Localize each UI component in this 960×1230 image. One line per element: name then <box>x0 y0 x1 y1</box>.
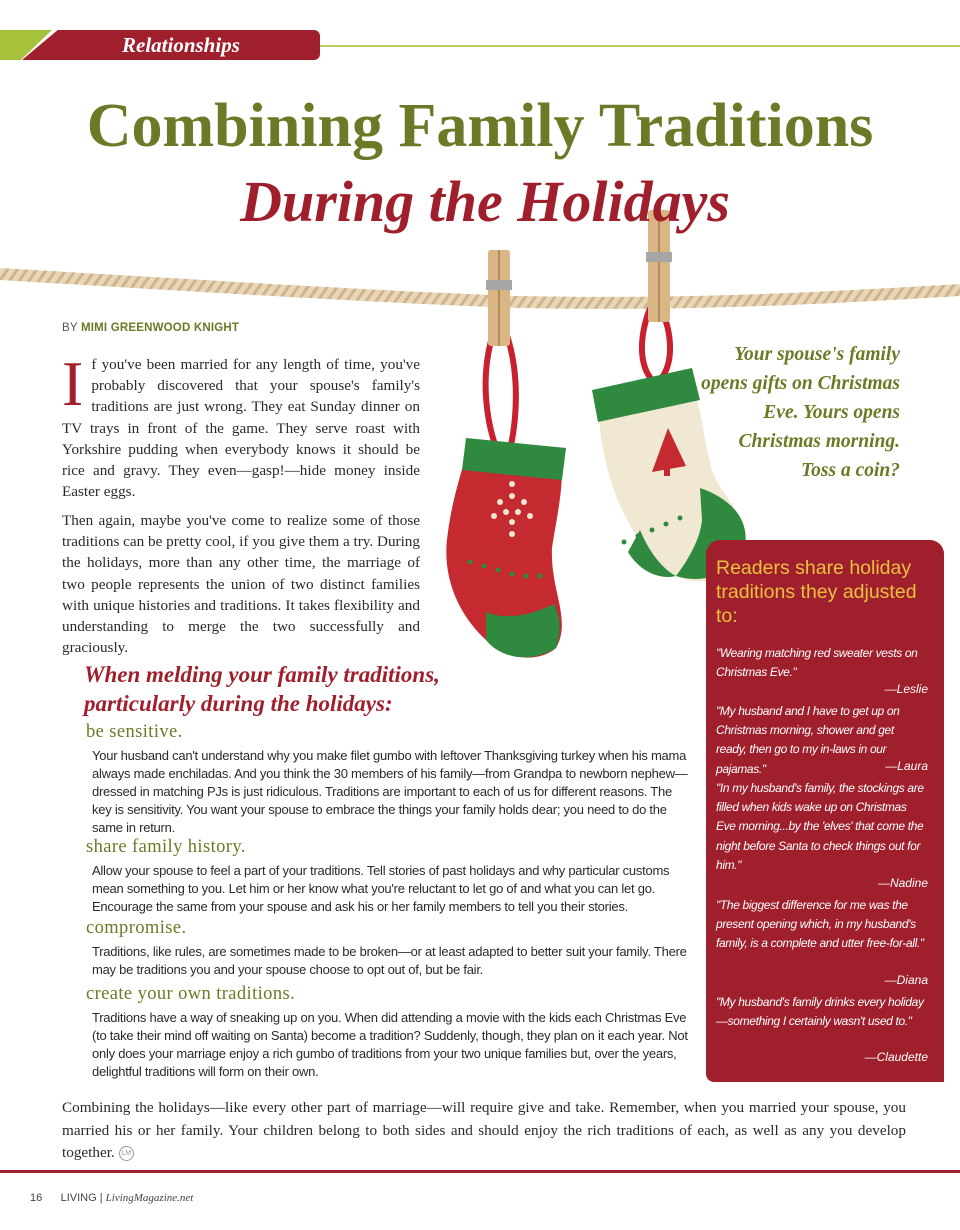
tip-body: Allow your spouse to feel a part of your traditions. Tell stories of past holidays and why particular customs mean something to you. Let him or her know what you're reluctant to let go of and what you can let go. Encourage the same from your spouse and ask his or her family members to tell you their stories. <box>92 863 670 915</box>
red-stocking <box>446 438 566 658</box>
tip-heading: share family history. <box>86 837 246 857</box>
section-rule <box>320 45 960 47</box>
page-footer <box>30 1192 193 1204</box>
article-title: Combining Family Traditions <box>86 92 874 160</box>
tip-body: Your husband can't understand why you make filet gumbo with leftover Thanksgiving turkey when his mama always made enchiladas. And you think the 30 members of his family—from Grandpa to newborn nephew—dressed in matching PJs is just ridiculous. Traditions are important to each of us for different reasons. The key is sensitivity. You want your spouse to embrace the things your family holds dear; you need to do the same in return. <box>92 748 688 836</box>
footer-rule <box>0 1170 960 1173</box>
tip-heading: compromise. <box>86 918 187 938</box>
byline-prefix: BY <box>62 322 78 334</box>
clothespin-left <box>486 250 512 346</box>
intro-paragraph-1 <box>62 348 420 502</box>
intro-text-1: f you've been married for any length of time, you've probably discovered that your spouse's family's traditions are just wrong. They eat Sunday dinner on TV trays in front of the game. They serve roast with Yorkshire pudding when everybody knows it should be rice and gravy. They even—gasp!—hide money inside Easter eggs. <box>62 356 420 501</box>
tip-body: Traditions have a way of sneaking up on you. When did attending a movie with the kids each Christmas Eve (to take their mind off waiting on Santa) become a tradition? Suddenly, though, they plan on it each year. Not only does your marriage enjoy a rich gumbo of traditions from your two unique families but, over the years, delightful traditions will form on their own. <box>92 1010 688 1080</box>
article-subtitle: During the Holidays <box>240 169 730 234</box>
footer-separator: | <box>99 1192 103 1204</box>
pull-quote: Your spouse's family opens gifts on Christmas Eve. Yours opens Christmas morning. Toss a coin? <box>701 344 900 481</box>
reader-quote: "In my husband's family, the stockings are filled when kids wake up on Christmas Eve morning...by the 'elves' that come the night before Santa to check things out for him." <box>716 781 924 872</box>
reader-quote: "The biggest difference for me was the present opening which, in my husband's family, is a complete and utter free-for-all." <box>716 898 924 951</box>
reader-quote: "Wearing matching red sweater vests on Christmas Eve." <box>716 646 918 680</box>
reader-quote: "My husband's family drinks every holiday—something I certainly wasn't used to." <box>716 995 924 1029</box>
tip-body: Traditions, like rules, are sometimes made to be broken—or at least adapted to better suit your family. There may be traditions you and your spouse choose to opt out of, but be fair. <box>92 944 687 978</box>
reader-quote: "My husband and I have to get up on Christmas morning, shower and get ready, then go to my in-laws in our pajamas." <box>716 704 900 776</box>
magazine-name: LIVING <box>60 1192 97 1204</box>
sidebar-title: Readers share holiday traditions they adjusted to: <box>716 557 917 627</box>
author-name: MIMI GREENWOOD KNIGHT <box>80 322 240 334</box>
closing-text: Combining the holidays—like every other part of marriage—will require give and take. Remember, when you married your spouse, you married his or her family. Your children belong to both sides and should enjoy the rich traditions of each, as well as any you develop together. <box>62 1099 906 1161</box>
reader-name: —Claudette <box>864 1050 928 1064</box>
rope <box>0 274 960 303</box>
page-number: 16 <box>30 1192 43 1204</box>
tips-heading: When melding your family traditions, particularly during the holidays: <box>84 662 440 716</box>
reader-name: —Laura <box>885 759 928 773</box>
website-link[interactable]: LivingMagazine.net <box>105 1192 194 1204</box>
reader-name: —Diana <box>884 973 928 987</box>
tip-heading: be sensitive. <box>86 722 183 742</box>
end-mark-icon: LM <box>119 1146 134 1161</box>
red-stocking-loop <box>486 328 516 458</box>
tip-heading: create your own traditions. <box>86 984 296 1004</box>
byline <box>62 322 239 334</box>
intro-paragraph-2: Then again, maybe you've come to realize some of those traditions can be pretty cool, if you give them a try. During the holidays, more than any other time, the marriage of two people represents the union of two distinct families with unique histories and traditions. It takes flexibility and understanding to merge the two successfully and graciously. <box>62 512 420 657</box>
drop-cap: I <box>62 348 84 419</box>
reader-name: —Nadine <box>877 876 928 890</box>
closing-paragraph <box>62 1097 906 1165</box>
reader-name: —Leslie <box>884 682 928 696</box>
section-label: Relationships <box>122 33 240 57</box>
